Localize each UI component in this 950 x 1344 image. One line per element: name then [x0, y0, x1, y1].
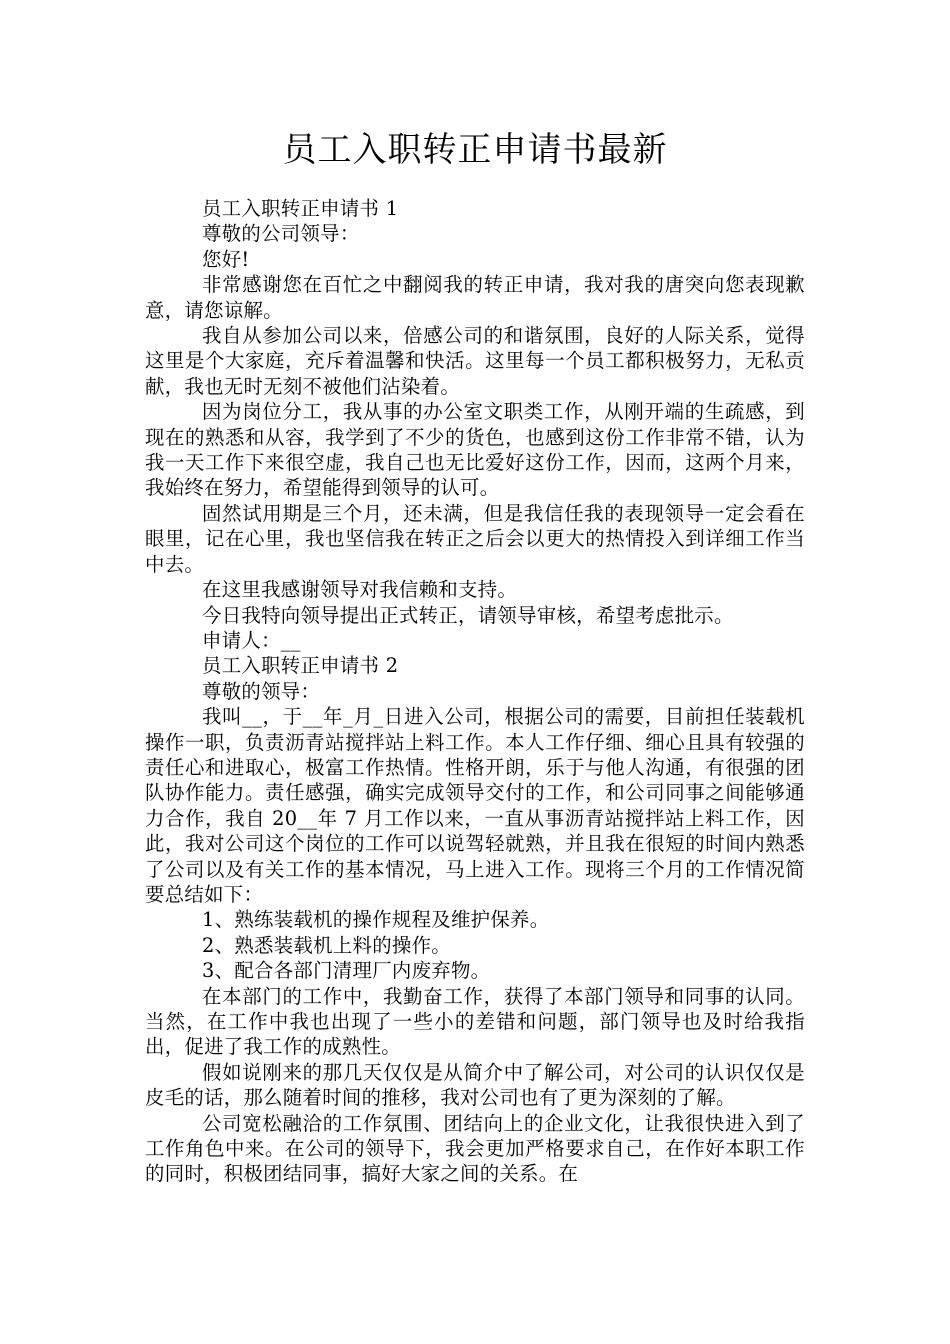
body-paragraph: 假如说刚来的那几天仅仅是从简介中了解公司，对公司的认识仅仅是皮毛的话，那么随着时间的推移，我对公司也有了更为深刻的了解。: [145, 1060, 805, 1110]
body-paragraph: 我自从参加公司以来，倍感公司的和谐氛围，良好的人际关系，觉得这里是个大家庭，充斥着温馨和快活。这里每一个员工都积极努力，无私贡献，我也无时无刻不被他们沾染着。: [145, 324, 805, 398]
greeting: 您好!: [202, 247, 250, 271]
section-heading-2: 员工入职转正申请书 2: [202, 654, 399, 678]
body-paragraph: 因为岗位分工，我从事的办公室文职类工作，从刚开端的生疏感，到现在的熟悉和从容，我学到了不少的货色，也感到这份工作非常不错，认为我一天工作下来很空虚，我自己也无比爱好这份工作，因而，这两个月来，我始终在努力，希望能得到领导的认可。: [145, 400, 805, 500]
list-item: 2、熟悉装载机上料的操作。: [202, 933, 451, 957]
list-item: 3、配合各部门清理厂内废弃物。: [202, 959, 491, 983]
body-paragraph: 我叫__，于__年_月_日进入公司，根据公司的需要，目前担任装载机操作一职，负责沥青站搅拌站上料工作。本人工作仔细、细心且具有较强的责任心和进取心，极富工作热情。性格开朗，乐于与他人沟通，有很强的团队协作能力。责任感强，确实完成领导交付的工作，和公司同事之间能够通力合作，我自 20__年 7 月工作以来，一直从事沥青站搅拌站上料工作，因此，我对公司这个岗位的工作可以说驾轻就熟，并且我在很短的时间内熟悉了公司以及有关工作的基本情况，马上进入工作。现将三个月的工作情况简要总结如下：: [145, 705, 805, 906]
salutation: 尊敬的领导：: [202, 679, 321, 703]
salutation: 尊敬的公司领导：: [202, 222, 360, 246]
body-paragraph: 在本部门的工作中，我勤奋工作，获得了本部门领导和同事的认同。当然，在工作中我也出现了一些小的差错和问题，部门领导也及时给我指出，促进了我工作的成熟性。: [145, 984, 805, 1059]
body-paragraph: 在这里我感谢领导对我信赖和支持。: [202, 578, 518, 602]
list-item: 1、熟练装载机的操作规程及维护保养。: [202, 908, 550, 932]
section-heading-1: 员工入职转正申请书 1: [202, 197, 399, 220]
body-paragraph: 今日我特向领导提出正式转正，请领导审核，希望考虑批示。: [202, 603, 734, 627]
body-paragraph: 固然试用期是三个月，还未满，但是我信任我的表现领导一定会看在眼里，记在心里，我也坚信我在转正之后会以更大的热情投入到详细工作当中去。: [145, 501, 805, 576]
body-paragraph: 公司宽松融洽的工作氛围、团结向上的企业文化，让我很快进入到了工作角色中来。在公司的领导下，我会更加严格要求自己，在作好本职工作的同时，积极团结同事，搞好大家之间的关系。在: [145, 1111, 805, 1186]
applicant-line: 申请人：__: [202, 628, 301, 652]
document-title: 员工入职转正申请书最新: [282, 130, 668, 170]
body-paragraph: 非常感谢您在百忙之中翻阅我的转正申请，我对我的唐突向您表现歉意，请您谅解。: [145, 273, 805, 322]
document-body: [145, 196, 805, 1187]
